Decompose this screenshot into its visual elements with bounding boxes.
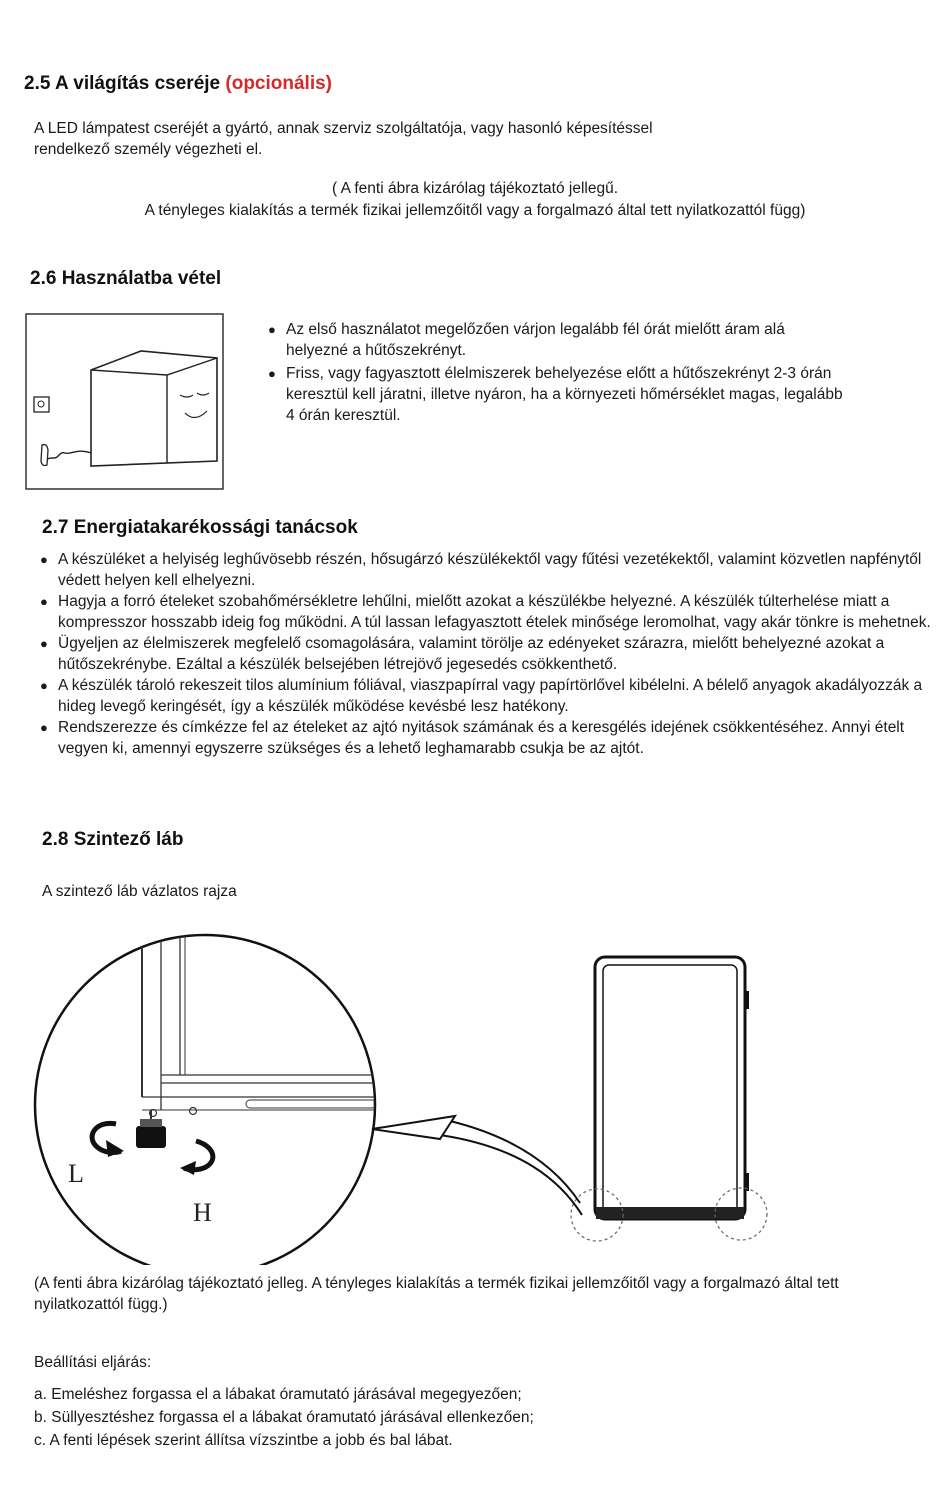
section-2-6-bullets bbox=[268, 319, 843, 426]
step-letter: b. bbox=[34, 1409, 47, 1426]
section-2-7-title: 2.7 Energiatakarékossági tanácsok bbox=[42, 517, 358, 538]
list-item: ● Friss, vagy fagyasztott élelmiszerek behelyezése előtt a hűtőszekrényt 2-3 órán keresztül kell járatni, illetve nyáron, ha a környezeti hőmérséklet magas, legalább 4 órán keresztül. bbox=[268, 363, 843, 426]
step-text: Süllyesztéshez forgassa el a lábakat óramutató járásával ellenkezően; bbox=[51, 1409, 534, 1426]
fridge-plug-illustration bbox=[25, 313, 225, 491]
step-letter: c. bbox=[34, 1432, 47, 1449]
list-item: ● Ügyeljen az élelmiszerek megfelelő csomagolására, valamint törölje az edényeket szárazra, mielőtt behelyezné azokat a hűtőszekrénybe. Ezáltal a készülék belsejében létrejövő jegesedés csökkenthető. bbox=[40, 633, 946, 675]
section-2-7-bullets bbox=[40, 549, 946, 759]
list-item: ● Az első használatot megelőzően várjon legalább fél órát mielőtt áram alá helyezné a hűtőszekrényt. bbox=[268, 319, 843, 361]
list-item bbox=[34, 1406, 534, 1429]
step-text: A fenti lépések szerint állítsa vízszintbe a jobb és bal lábat. bbox=[49, 1432, 453, 1449]
step-letter: a. bbox=[34, 1386, 47, 1403]
section-2-8-note: (A fenti ábra kizárólag tájékoztató jelleg. A tényleges kialakítás a termék fizikai jellemzőitől vagy a forgalmazó által tett nyilatkozattól függ.) bbox=[34, 1275, 839, 1313]
procedure-title: Beállítási eljárás: bbox=[34, 1354, 152, 1371]
label-H: H bbox=[193, 1198, 212, 1227]
label-L: L bbox=[68, 1159, 84, 1188]
list-item: ● Hagyja a forró ételeket szobahőmérsékletre lehűlni, mielőtt azokat a készülékbe helyezné. A készülék túlterhelése miatt a kompresszor hosszabb ideig fog működni. A túl lassan lefagyasztott ételek minősége leromolhat, vagy akár tönkre is mehetnek. bbox=[40, 591, 946, 633]
list-item: ● A készüléket a helyiség leghűvösebb részén, hősugárzó készülékektől vagy fűtési vezetékektől, valamint közvetlen napfénytől védett helyen kell elhelyezni. bbox=[40, 549, 946, 591]
list-item: ● A készülék tároló rekeszeit tilos alumínium fóliával, viaszpapírral vagy papírtörlővel kibélelni. A bélelő anyagok akadályozzák a hideg levegő keringését, így a készülék működése kevésbé lesz hatékony. bbox=[40, 675, 946, 717]
section-2-8-subtitle: A szintező láb vázlatos rajza bbox=[42, 883, 237, 900]
section-2-5-title-text: 2.5 A világítás cseréje bbox=[24, 73, 221, 94]
list-item bbox=[34, 1383, 534, 1406]
section-2-5-note-line2: A tényleges kialakítás a termék fizikai jellemzőitől vagy a forgalmazó által tett nyilatkozattól függ) bbox=[144, 202, 806, 219]
procedure-steps bbox=[34, 1383, 534, 1452]
section-2-5-text: A LED lámpatest cseréjét a gyártó, annak szerviz szolgáltatója, vagy hasonló képesítéssel rendelkező személy végezheti el. bbox=[34, 120, 653, 158]
list-item: ● Rendszerezze és címkézze fel az ételeket az ajtó nyitások számának és a keresgélés idejének csökkentéséhez. Annyi ételt vegyen ki, amennyi egyszerre szükséges és a lehető leghamarabb csukja be az ajtót. bbox=[40, 717, 946, 759]
optional-label: (opcionális) bbox=[225, 73, 333, 94]
section-2-5-title bbox=[24, 73, 332, 95]
section-2-5-note-line1: ( A fenti ábra kizárólag tájékoztató jellegű. bbox=[331, 180, 619, 197]
leveling-foot-diagram bbox=[0, 925, 950, 1265]
list-item bbox=[34, 1429, 534, 1452]
step-text: Emeléshez forgassa el a lábakat óramutató járásával megegyezően; bbox=[51, 1386, 522, 1403]
section-2-8-title: 2.8 Szintező láb bbox=[42, 829, 184, 850]
section-2-6-title: 2.6 Használatba vétel bbox=[30, 268, 222, 289]
